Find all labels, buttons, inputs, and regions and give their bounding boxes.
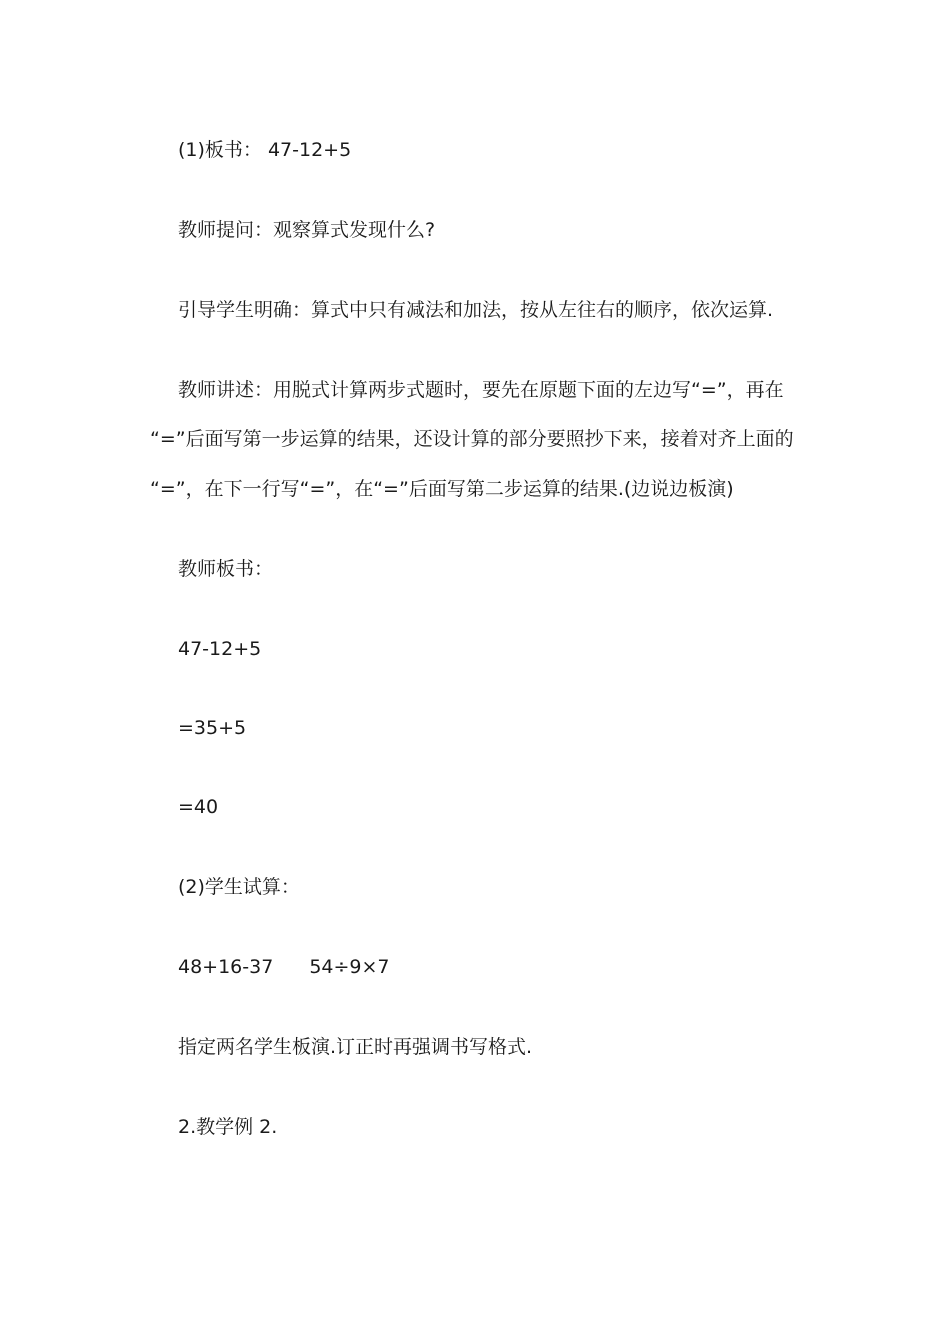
teacher-board-label: 教师板书： <box>178 558 274 580</box>
board-writing-1: (1)板书： 47-12+5 <box>178 139 352 161</box>
teacher-explanation-line-3: “=”，在下一行写“=”，在“=”后面写第二步运算的结果.(边说边板演) <box>150 478 734 500</box>
trial-expressions <box>178 955 390 979</box>
trial-expression-2: 54÷9×7 <box>309 956 390 978</box>
teacher-explanation-line-1: 教师讲述：用脱式计算两步式题时，要先在原题下面的左边写“=”，再在 <box>178 379 784 401</box>
board-expression: 47-12+5 <box>178 638 262 660</box>
guide-students: 引导学生明确：算式中只有减法和加法，按从左往右的顺序，依次运算. <box>178 299 774 321</box>
assign-students: 指定两名学生板演.订正时再强调书写格式. <box>178 1036 533 1058</box>
example-2-heading: 2.教学例 2. <box>178 1116 278 1138</box>
teacher-explanation-line-2: “=”后面写第一步运算的结果，还设计算的部分要照抄下来，接着对齐上面的 <box>150 428 794 450</box>
trial-expression-1: 48+16-37 <box>178 956 274 978</box>
board-step-2: =40 <box>178 796 219 818</box>
teacher-question: 教师提问：观察算式发现什么? <box>178 219 436 241</box>
student-trial-label: (2)学生试算： <box>178 876 300 898</box>
board-step-1: =35+5 <box>178 717 247 739</box>
